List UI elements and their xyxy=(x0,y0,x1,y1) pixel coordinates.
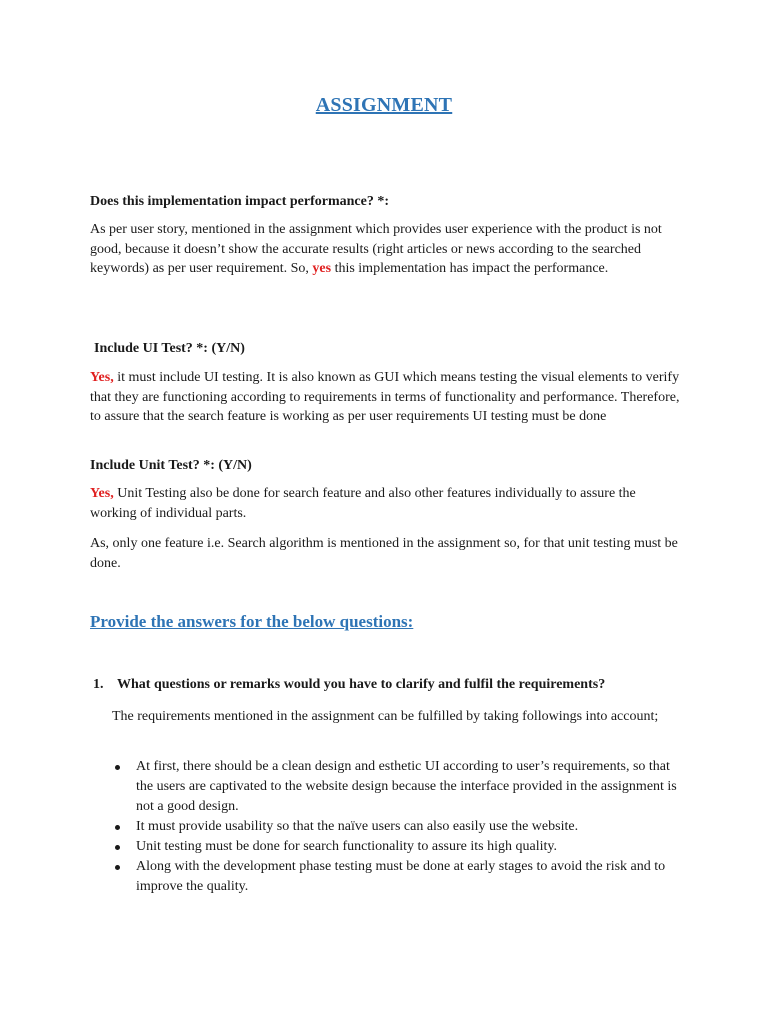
list-item-text: It must provide usability so that the naïve users can also easily use the website. xyxy=(136,819,579,834)
list-item xyxy=(90,757,690,817)
question-performance: Does this implementation impact performance? *: xyxy=(90,194,390,209)
bullet-icon xyxy=(115,825,120,830)
list-item xyxy=(90,837,690,857)
answer-highlight: Yes, xyxy=(90,486,114,501)
answer-text: this implementation has impact the performance. xyxy=(331,261,609,276)
bullet-icon xyxy=(115,845,120,850)
answer-text: Unit Testing also be done for search feature and also other features individually to assure the working of individual parts. xyxy=(90,486,636,521)
answer-unit-test-2: As, only one feature i.e. Search algorithm is mentioned in the assignment so, for that unit testing must be done. xyxy=(90,536,678,571)
answer-text: it must include UI testing. It is also known as GUI which means testing the visual elements to verify that they are functioning according to requirements in terms of functionality and performance. Therefore, to assure that the search feature is working as per user requirements UI testing must be done xyxy=(90,370,680,424)
requirements-intro xyxy=(90,707,680,727)
answer-performance xyxy=(90,220,680,279)
answer-ui-test xyxy=(90,368,680,427)
answer-highlight: yes xyxy=(312,261,332,276)
question-text: What questions or remarks would you have to clarify and fulfil the requirements? xyxy=(117,677,606,692)
question-unit-test: Include Unit Test? *: (Y/N) xyxy=(90,458,252,473)
section-heading: Provide the answers for the below questions: xyxy=(90,612,414,631)
answer-unit-test xyxy=(90,484,680,523)
bullet-icon xyxy=(115,765,120,770)
document-title: ASSIGNMENT xyxy=(315,94,453,116)
answer-text: As per user story, mentioned in the assignment which provides user experience with the product is not good, because it doesn’t show the accurate results (right articles or news according to the searched keywords) as per user requirement. So, xyxy=(90,222,662,276)
requirements-list xyxy=(90,757,690,897)
answer-highlight: Yes, xyxy=(90,370,114,385)
bullet-icon xyxy=(115,865,120,870)
numbered-question xyxy=(93,677,605,693)
question-ui-test: Include UI Test? *: (Y/N) xyxy=(94,341,245,356)
list-item-text: At first, there should be a clean design and esthetic UI according to user’s requirements, so that the users are captivated to the website design because the interface provided in the assignment is not a good design. xyxy=(136,759,677,814)
list-item-text: Along with the development phase testing must be done at early stages to avoid the risk and to improve the quality. xyxy=(136,859,666,894)
list-item xyxy=(90,857,690,897)
intro-text: The requirements mentioned in the assignment can be fulfilled by taking followings into account; xyxy=(112,709,659,724)
question-number: 1. xyxy=(93,677,104,692)
list-item xyxy=(90,817,690,837)
list-item-text: Unit testing must be done for search functionality to assure its high quality. xyxy=(136,839,557,854)
